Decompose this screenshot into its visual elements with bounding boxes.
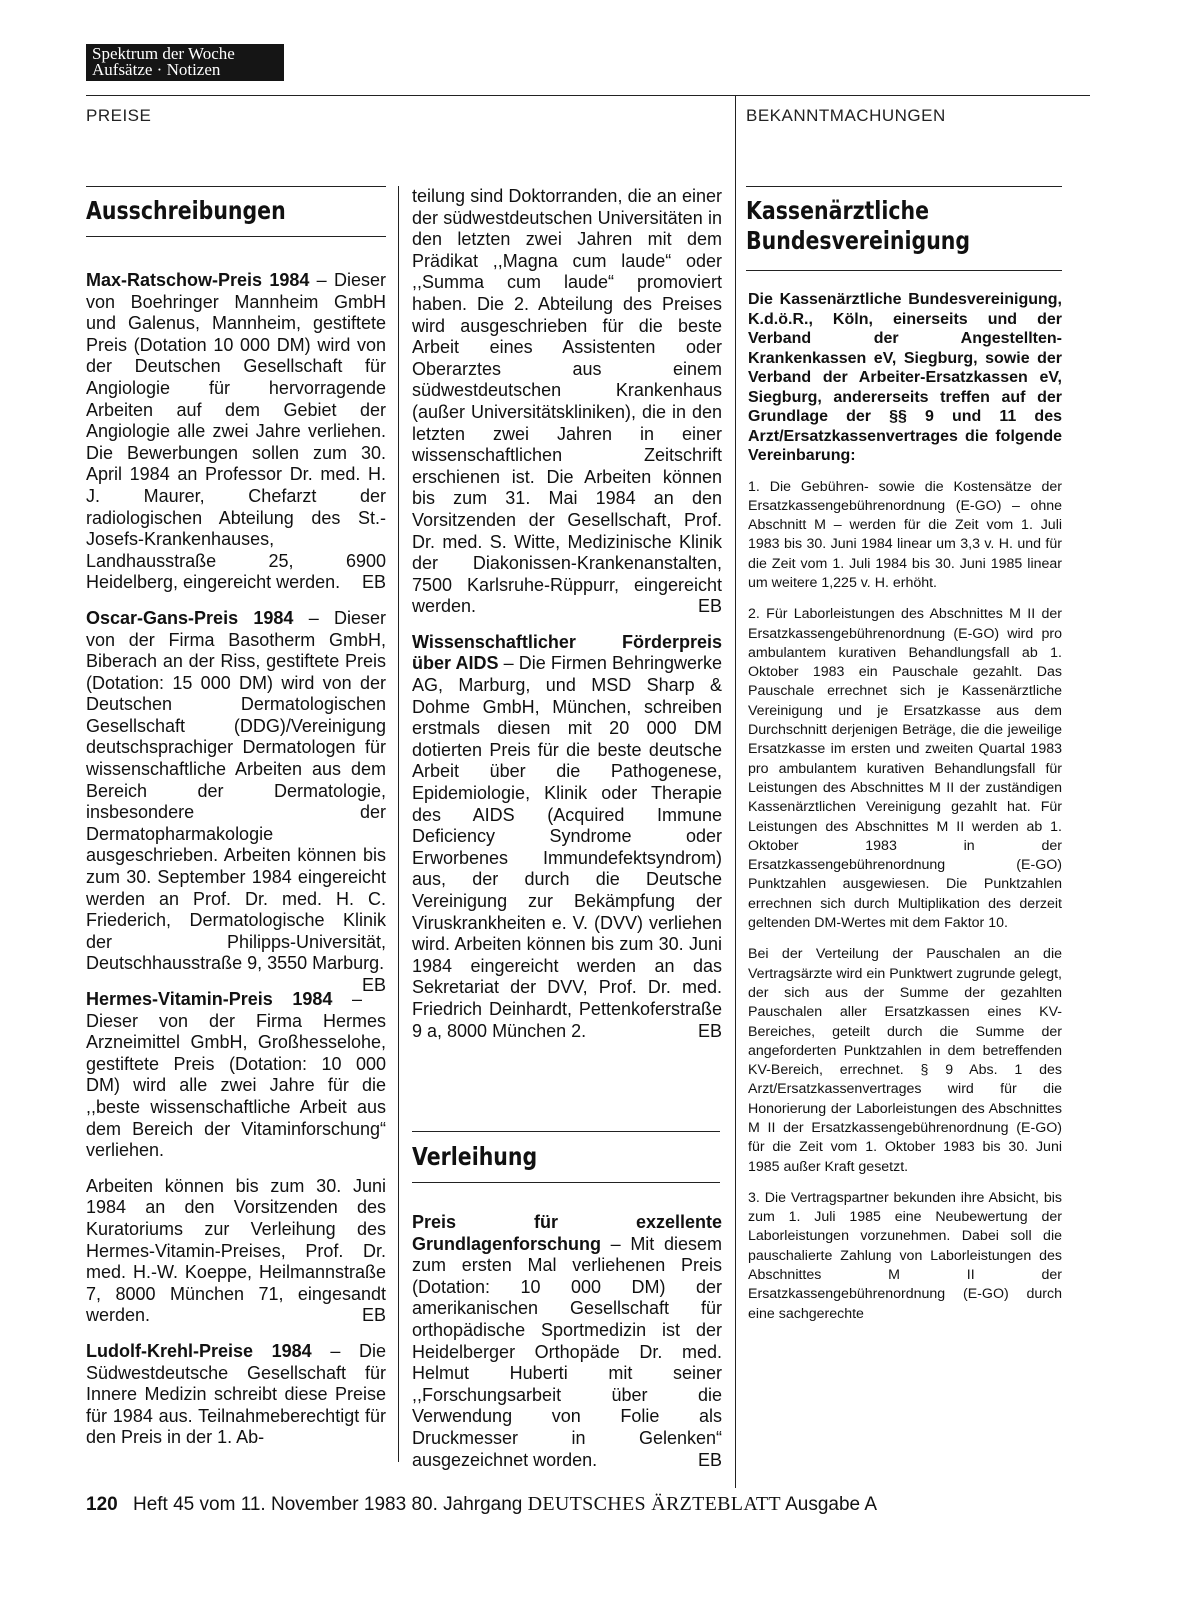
- article-title: Ludolf-Krehl-Preise 1984: [86, 1340, 312, 1361]
- heading-ausschreibungen: Ausschreibungen: [86, 196, 286, 225]
- column-divider-right: [735, 95, 736, 1488]
- article-oscar-gans: [86, 607, 386, 995]
- article-title: Max-Ratschow-Preis 1984: [86, 270, 310, 290]
- article-text: Arbeiten können bis zum 30. Juni 1984 an den Vorsitzenden des Kuratoriums zur Verleihung des Hermes-Vitamin-Preises, Prof. Dr. med. H.-W. Koeppe, Heilmannstraße 7, 8000 München 71, eingesandt werden.: [86, 1175, 386, 1326]
- issue-info: Heft 45 vom 11. November 1983 80. Jahrgang: [132, 1494, 523, 1515]
- page-footer: [86, 1493, 877, 1516]
- col3-heading-rule-bottom: [746, 270, 1062, 271]
- article-hermes-vitamin: [86, 989, 386, 1162]
- column-3: [748, 290, 1062, 1336]
- col1-heading-rule-bottom: [86, 236, 386, 237]
- article-max-ratschow: [86, 270, 386, 594]
- editor-sign: EB: [361, 572, 386, 593]
- agreement-point-3: 3. Die Vertragspartner bekunden ihre Absicht, bis zum 1. Juli 1985 eine Neubewertung der Laborleistungen vorzunehmen. Dabei soll die pauschalierte Zahlung von Laborleistungen des Abschnittes M II der Ersatzkassengebührenordnung (E-GO) durch eine sachgerechte: [748, 1189, 1062, 1322]
- section-label-preise: PREISE: [86, 106, 152, 125]
- article-text: – Dieser von Boehringer Mannheim GmbH und Galenus, Mannheim, gestiftete Preis (Dotation 10 000 DM) wird von der Deutschen Gesellschaft für Angiologie für hervorragende Arbeiten auf dem Gebiet der Angiologie alle zwei Jahre verliehen. Die Bewerbungen sollen zum 30. April 1984 an Professor Dr. med. H. J. Maurer, Chefarzt der radiologischen Abteilung des St.-Josefs-Krankenhauses, Landhausstraße 25, 6900 Heidelberg, eingereicht werden.: [86, 270, 386, 593]
- article-text: – Die Südwestdeutsche Gesellschaft für Innere Medizin schreibt diese Preise für 1984 aus. Teilnahmeberechtigt für den Preis in der 1. Ab-: [86, 1340, 386, 1448]
- column-1: [86, 270, 386, 1463]
- article-text: – Mit diesem zum ersten Mal verliehenen Preis (Dotation: 10 000 DM) der amerikanischen Gesellschaft für orthopädische Sportmedizin ist der Heidelberger Orthopäde Dr. med. Helmut Huberti mit seiner ,,Forschungsarbeit über die Verwendung von Folie als Druckmesser in Gelenken“ ausgezeichnet worden.: [412, 1233, 722, 1470]
- agreement-lead: Die Kassenärztliche Bundesvereinigung, K.d.ö.R., Köln, einerseits und der Verband der Angestellten-Krankenkassen eV, Siegburg, sowie der Verband der Arbeiter-Ersatzkassen eV, Siegburg, andererseits treffen auf der Grundlage der §§ 9 und 11 des Arzt/Ersatzkassenvertrages die folgende Vereinbarung:: [748, 291, 1062, 464]
- journal-name: DEUTSCHES ÄRZTEBLATT: [527, 1493, 781, 1515]
- heading-line-2: Bundesvereinigung: [746, 226, 971, 255]
- article-hermes-vitamin-continued: [86, 1176, 386, 1327]
- editor-sign: EB: [361, 1305, 386, 1326]
- article-ludolf-krehl: [86, 1341, 386, 1449]
- article-grundlagenforschung: [412, 1212, 722, 1471]
- article-text: teilung sind Doktorranden, die an einer der südwestdeutschen Universitäten in den letzten zwei Jahren mit dem Prädikat ,,Magna cum laude“ oder ,,Summa cum laude“ promoviert haben. Die 2. Abteilung des Preises wird ausgeschrieben für die beste Arbeit eines Assistenten oder Oberarztes aus einem südwestdeutschen Krankenhaus (außer Universitätskliniken), die in den letzten zwei Jahren in einer wissenschaftlichen Zeitschrift erschienen ist. Die Arbeiten können bis zum 31. Mai 1984 an den Vorsitzenden der Gesellschaft, Prof. Dr. med. S. Witte, Medizinische Klinik der Diakonissen-Krankenanstalten, 7500 Karlsruhe-Rüppurr, eingereicht werden.: [412, 186, 722, 617]
- article-ludolf-krehl-continued: [412, 186, 722, 618]
- col1-heading-rule-top: [86, 186, 386, 187]
- article-title: Preis für exzellente Grundlagenforschung: [412, 1212, 722, 1254]
- section-label-box: [86, 44, 284, 81]
- heading-line-1: Kassenärztliche: [746, 196, 930, 225]
- section-label-bekanntmachungen: BEKANNTMACHUNGEN: [746, 106, 946, 125]
- article-title: Oscar-Gans-Preis 1984: [86, 607, 294, 628]
- article-title: Wissenschaftlicher Förderpreis über AIDS: [412, 631, 722, 674]
- article-aids-foerderpreis: [412, 632, 722, 1042]
- article-text: – Dieser von der Firma Basotherm GmbH, Biberach an der Riss, gestiftete Preis (Dotation: 15 000 DM) wird von der Deutschen Dermatologischen Gesellschaft (DDG)/Vereinigung deutschsprachiger Dermatologen für wissenschaftliche Arbeiten aus dem Bereich der Dermatologie, insbesondere der Dermatopharmakologie ausgeschrieben. Arbeiten können bis zum 30. September 1984 eingereicht werden an Prof. Dr. med. H. C. Friederich, Dermatologische Klinik der Philipps-Universität, Deutschhausstraße 9, 3550 Marburg.: [86, 607, 386, 974]
- agreement-point-2-continued: Bei der Verteilung der Pauschalen an die Vertragsärzte wird ein Punktwert zugrunde gelegt, der sich aus der Summe der gezahlten Pauschalen aller Ersatzkassen eines KV-Bereiches, geteilt durch die Summe der angeforderten Punktzahlen in dem betreffenden KV-Bereich, errechnet. § 9 Abs. 1 des Arzt/Ersatzkassenvertrages wird für die Honorierung der Laborleistungen des Abschnittes M II der Ersatzkassengebührenordnung (E-GO) für die Zeit vom 1. Oktober 1983 bis 30. Juni 1985 außer Kraft gesetzt.: [748, 946, 1062, 1175]
- article-text: – Die Firmen Behringwerke AG, Marburg, und MSD Sharp & Dohme GmbH, München, schreiben erstmals diesen mit 20 000 DM dotierten Preis für die beste deutsche Arbeit über die Pathogenese, Epidemiologie, Klinik oder Therapie des AIDS (Acquired Immune Deficiency Syndrome oder Erworbenes Immundefektsyndrom) aus, der durch die Deutsche Vereinigung zur Bekämpfung der Viruskrankheiten e. V. (DVV) verliehen wird. Arbeiten können bis zum 30. Juni 1984 eingereicht werden an das Sekretariat der DVV, Prof. Dr. med. Friedrich Deinhardt, Pettenkoferstraße 9 a, 8000 München 2.: [412, 653, 723, 1041]
- column-2-lower: [412, 1212, 722, 1485]
- column-2: [412, 186, 722, 1056]
- agreement-point-2: 2. Für Laborleistungen des Abschnittes M II der Ersatzkassengebührenordnung (E-GO) wird pro ambulantem kurativen Behandlungsfall ab 1. Oktober 1983 ein Pauschale gezahlt. Das Pauschale errechnet sich je Kassenärztliche Vereinigung und je Ersatzkasse aus dem Durchschnitt derjenigen Beträge, die die jeweilige Ersatzkasse im ersten und zweiten Quartal 1983 pro ambulantem kurativen Behandlungsfall für Leistungen des Abschnittes M II der zuständigen Kassenärztlichen Vereinigung gezahlt hat. Für Leistungen des Abschnittes M II werden ab 1. Oktober 1983 in der Ersatzkassengebührenordnung (E-GO) Punktzahlen ausgewiesen. Die Punktzahlen errechnen sich durch Multiplikation des derzeit geltenden DM-Wertes mit dem Faktor 10.: [748, 606, 1062, 932]
- editor-sign: EB: [697, 1449, 722, 1470]
- editor-sign: EB: [361, 975, 386, 995]
- editor-sign: EB: [697, 596, 722, 617]
- col2-heading-rule-bottom: [412, 1182, 720, 1183]
- col3-heading-rule-top: [746, 186, 1062, 187]
- label-line-1: Spektrum der Woche: [92, 44, 235, 63]
- article-text: – Dieser von der Firma Hermes Arzneimittel GmbH, Großhesselohe, gestiftete Preis (Dotation: 10 000 DM) wird alle zwei Jahre für die ,,beste wissenschaftliche Arbeit aus dem Bereich der Vitaminforschung“ verliehen.: [86, 989, 386, 1161]
- label-line-2: Aufsätze · Notizen: [92, 60, 221, 79]
- top-rule: [86, 95, 1090, 96]
- agreement-point-1: 1. Die Gebühren- sowie die Kostensätze der Ersatzkassengebührenordnung (E-GO) – ohne Abschnitt M – werden für die Zeit vom 1. Juli 1983 bis 30. Juni 1984 linear um 3,3 v. H. und für die Zeit vom 1. Juli 1984 bis 30. Juni 1985 linear um weitere 1,225 v. H. erhöht.: [748, 478, 1062, 591]
- heading-verleihung: Verleihung: [412, 1142, 538, 1171]
- heading-kassenaerztliche: [746, 196, 970, 256]
- edition: Ausgabe A: [785, 1494, 878, 1515]
- col2-heading-rule-top: [412, 1131, 720, 1132]
- editor-sign: EB: [697, 1020, 722, 1041]
- article-title: Hermes-Vitamin-Preis 1984: [86, 989, 333, 1009]
- page-number: 120: [86, 1494, 118, 1515]
- column-divider-left: [398, 186, 399, 1462]
